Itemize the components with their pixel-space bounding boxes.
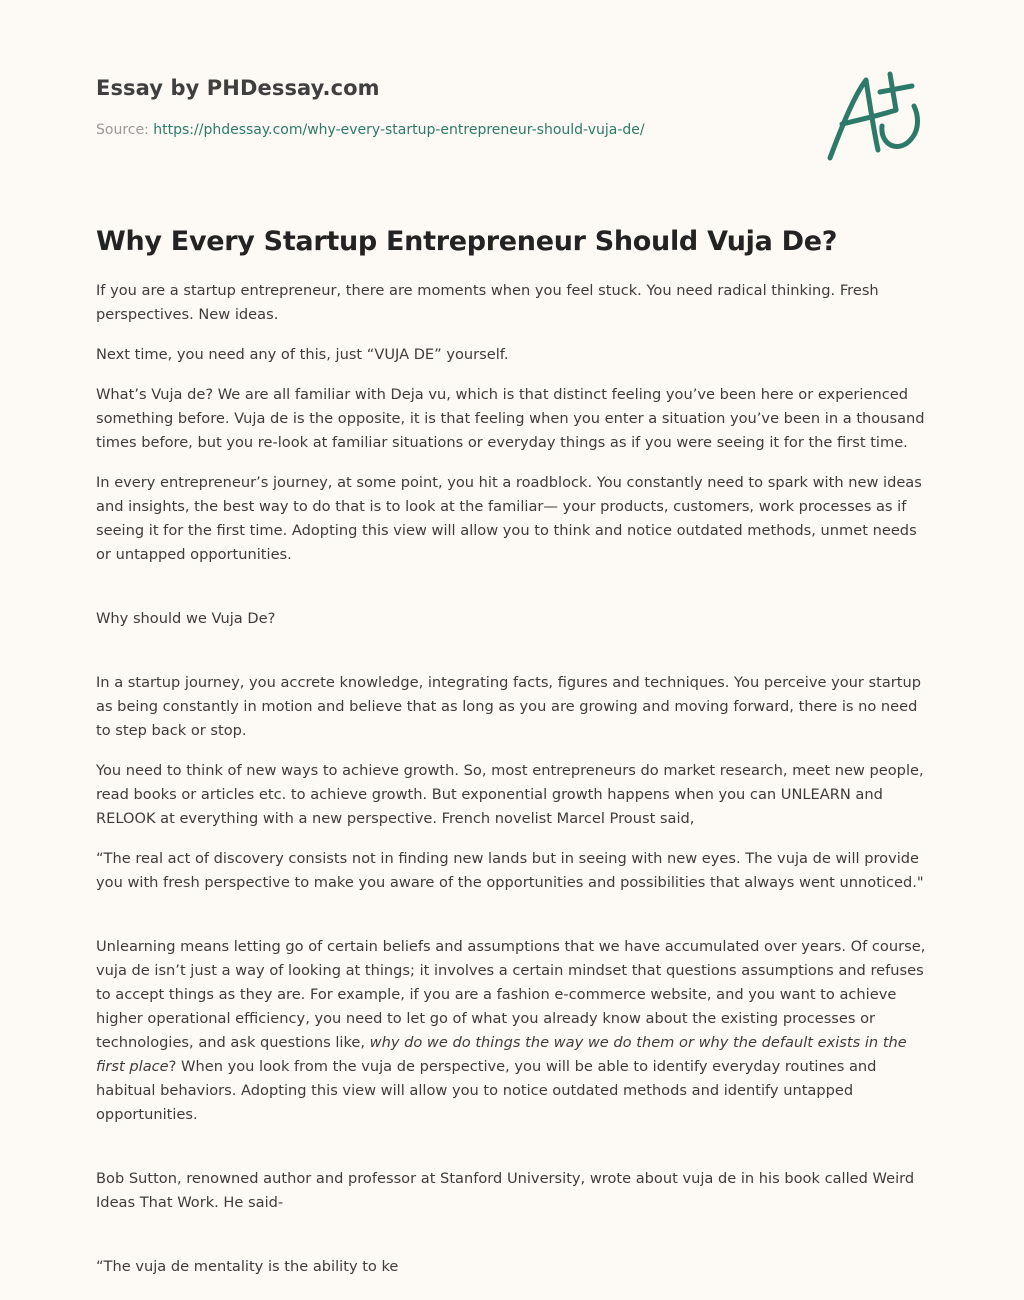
quote-paragraph: “The real act of discovery consists not in finding new lands but in seeing with new eyes. The vuja de will provide you with fresh perspective to make you aware of the opportunities and possibilities that always went unnoticed." (96, 850, 924, 891)
site-title: Essay by PHDessay.com (96, 76, 380, 100)
paragraph (96, 935, 932, 1127)
paragraph: In a startup journey, you accrete knowledge, integrating facts, figures and techniques. You perceive your startup as being constantly in motion and believe that as long as you are growing and moving forward, there is no need to step back or stop. (96, 674, 922, 739)
paragraph: In every entrepreneur’s journey, at some point, you hit a roadblock. You constantly need to spark with new ideas and insights, the best way to do that is to look at the familiar— your products, customers, work processes as if seeing it for the first time. Adopting this view will allow you to think and notice outdated methods, unmet needs or untapped opportunities. (96, 474, 922, 563)
paragraph: What’s Vuja de? We are all familiar with Deja vu, which is that distinct feeling you’ve been here or experienced something before. Vuja de is the opposite, it is that feeling when you enter a situation you’ve been in a thousand times before, but you re-look at familiar situations or everyday things as if you were seeing it for the first time. (96, 386, 925, 451)
source-link[interactable]: https://phdessay.com/why-every-startup-entrepreneur-should-vuja-de/ (153, 122, 645, 138)
article (96, 226, 932, 1295)
source-line (96, 122, 696, 138)
emphasis-text: why do we do things the way we do them or why the default exists in the first place (96, 1034, 907, 1075)
quote-paragraph: “The vuja de mentality is the ability to ke (96, 1258, 399, 1275)
source-label: Source: (96, 122, 149, 138)
paragraph-text: ? When you look from the vuja de perspective, you will be able to identify everyday routines and habitual behaviors. Adopting this view will allow you to notice outdated methods and identify untapped opportunities. (96, 1058, 877, 1123)
section-heading: Why should we Vuja De? (96, 610, 276, 627)
paragraph-text: Unlearning means letting go of certain beliefs and assumptions that we have accumulated over years. Of course, vuja de isn’t just a way of looking at things; it involves a certain mindset that questions assumptions and refuses to accept things as they are. For example, if you are a fashion e-commerce website, and you want to achieve higher operational efficiency, you need to let go of what you already know about the existing processes or technologies, and ask questions like, (96, 938, 926, 1051)
a-plus-grade-icon (820, 66, 930, 166)
paragraph: Next time, you need any of this, just “VUJA DE” yourself. (96, 346, 509, 363)
site-header (96, 76, 696, 138)
article-title: Why Every Startup Entrepreneur Should Vuja De? (96, 226, 838, 257)
paragraph: If you are a startup entrepreneur, there are moments when you feel stuck. You need radical thinking. Fresh perspectives. New ideas. (96, 282, 879, 323)
paragraph: You need to think of new ways to achieve growth. So, most entrepreneurs do market research, meet new people, read books or articles etc. to achieve growth. But exponential growth happens when you can UNLEARN and RELOOK at everything with a new perspective. French novelist Marcel Proust said, (96, 762, 924, 827)
paragraph: Bob Sutton, renowned author and professor at Stanford University, wrote about vuja de in his book called Weird Ideas That Work. He said- (96, 1170, 915, 1211)
